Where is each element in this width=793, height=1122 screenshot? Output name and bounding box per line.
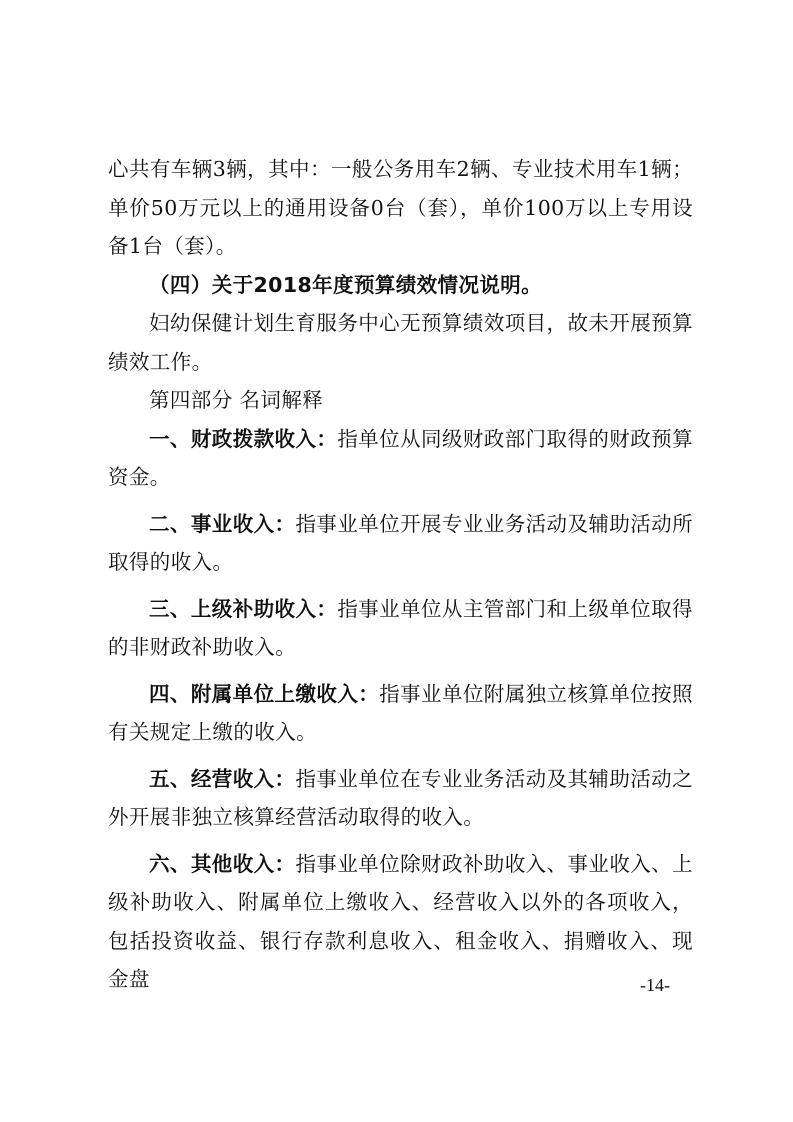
page-number: -14- bbox=[640, 975, 670, 995]
term-label: 三、上级补助收入： bbox=[149, 596, 338, 621]
term-label: 一、财政拨款收入： bbox=[149, 426, 338, 451]
term-desc: 指事业单位开展专业业务活动及辅助活动所取得的收入。 bbox=[108, 511, 693, 574]
paragraph-performance: 妇幼保健计划生育服务中心无预算绩效项目，故未开展预算绩效工作。 bbox=[108, 311, 693, 374]
term-item bbox=[108, 420, 693, 497]
term-desc: 指事业单位除财政补助收入、事业收入、上级补助收入、附属单位上缴收入、经营收入以外的各项收入，包括投资收益、银行存款利息收入、租金收入、捐赠收入、现金盘 bbox=[108, 851, 693, 991]
paragraph-vehicles: 心共有车辆3辆，其中：一般公务用车2辆、专业技术用车1辆；单价50万元以上的通用设备0台（套），单价100万以上专用设备1台（套）。 bbox=[108, 157, 693, 258]
term-desc: 指事业单位在专业业务活动及其辅助活动之外开展非独立核算经营活动取得的收入。 bbox=[108, 766, 693, 829]
term-item bbox=[108, 675, 693, 752]
term-desc: 指事业单位附属独立核算单位按照有关规定上缴的收入。 bbox=[108, 681, 694, 744]
term-item bbox=[108, 760, 693, 837]
term-item bbox=[108, 505, 693, 582]
term-label: 五、经营收入： bbox=[149, 766, 296, 791]
term-desc: 指事业单位从主管部门和上级单位取得的非财政补助收入。 bbox=[108, 596, 693, 659]
term-item bbox=[108, 590, 693, 667]
heading-budget-performance: （四）关于2018年度预算绩效情况说明。 bbox=[149, 272, 543, 297]
document-body bbox=[108, 150, 693, 999]
term-label: 四、附属单位上缴收入： bbox=[149, 681, 380, 706]
term-label: 二、事业收入： bbox=[149, 511, 296, 536]
term-desc: 指单位从同级财政部门取得的财政预算资金。 bbox=[108, 426, 693, 489]
term-label: 六、其他收入： bbox=[149, 851, 296, 876]
part-four-heading: 第四部分 名词解释 bbox=[149, 388, 324, 412]
